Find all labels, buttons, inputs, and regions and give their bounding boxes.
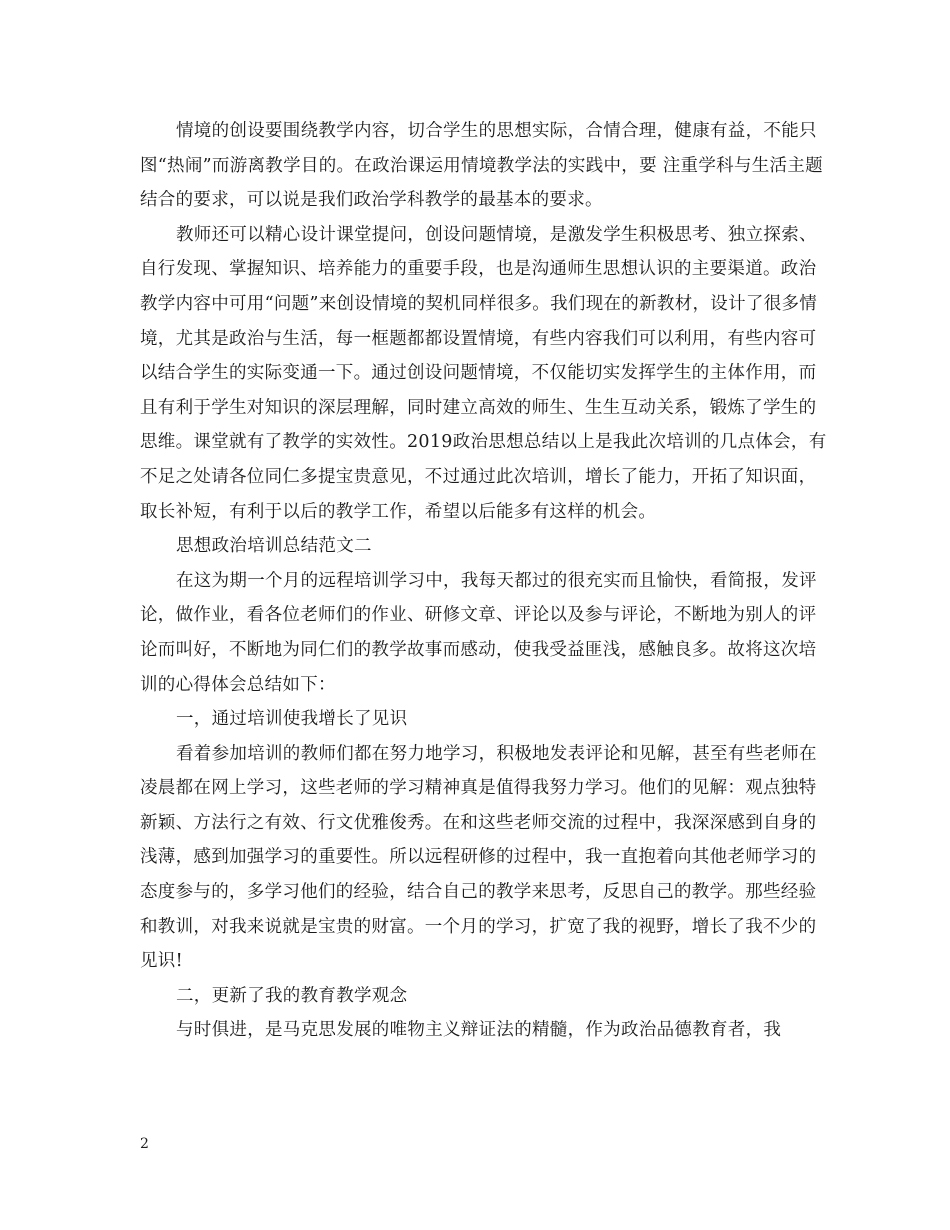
subheading-1: 一，通过培训使我增长了见识: [176, 709, 408, 730]
paragraph-1: 情境的创设要围绕教学内容，切合学生的思想实际，合情合理，健康有益，不能只图“热闹”而游离教学目的。在政治课运用情境教学法的实践中，要 注重学科与生活主题结合的要求，可以说是我们政治学科教学的最基本的要求。: [140, 121, 823, 211]
paragraph-2: 教师还可以精心设计课堂提问，创设问题情境，是激发学生积极思考、独立探索、自行发现、掌握知识、培养能力的重要手段，也是沟通师生思想认识的主要渠道。政治教学内容中可用“问题”来创设情境的契机同样很多。我们现在的新教材，设计了很多情境，尤其是政治与生活，每一框题都都设置情境，有些内容我们可以利用，有些内容可以结合学生的实际变通一下。通过创设问题情境，不仅能切实发挥学生的主体作用，而且有利于学生对知识的深层理解，同时建立高效的师生、生生互动关系，锻炼了学生的思维。课堂就有了教学的实效性。2019政治思想总结以上是我此次培训的几点体会，有不足之处请各位同仁多提宝贵意见，不过通过此次培训，增长了能力，开拓了知识面，取长补短，有利于以后的教学工作，希望以后能多有这样的机会。: [140, 224, 827, 522]
document-body: [140, 114, 830, 1048]
subheading-2: 二，更新了我的教育教学观念: [176, 985, 408, 1006]
page-number: 2: [140, 1136, 149, 1152]
paragraph-4: 看着参加培训的教师们都在努力地学习，积极地发表评论和见解，甚至有些老师在凌晨都在网上学习，这些老师的学习精神真是值得我努力学习。他们的见解：观点独特新颖、方法行之有效、行文优雅俊秀。在和这些老师交流的过程中，我深深感到自身的浅薄，感到加强学习的重要性。所以远程研修的过程中，我一直抱着向其他老师学习的态度参与的，多学习他们的经验，结合自己的教学来思考，反思自己的教学。那些经验和教训，对我来说就是宝贵的财富。一个月的学习，扩宽了我的视野，增长了我不少的见识!: [140, 743, 817, 972]
paragraph-5: 与时俱进，是马克思发展的唯物主义辩证法的精髓，作为政治品德教育者，我: [176, 1020, 782, 1041]
paragraph-3: 在这为期一个月的远程培训学习中，我每天都过的很充实而且愉快，看简报，发评论，做作业，看各位老师们的作业、研修文章、评论以及参与评论，不断地为别人的评论而叫好，不断地为同仁们的教学故事而感动，使我受益匪浅，感触良多。故将这次培训的心得体会总结如下：: [140, 570, 817, 695]
section-title: 思想政治培训总结范文二: [176, 536, 372, 557]
